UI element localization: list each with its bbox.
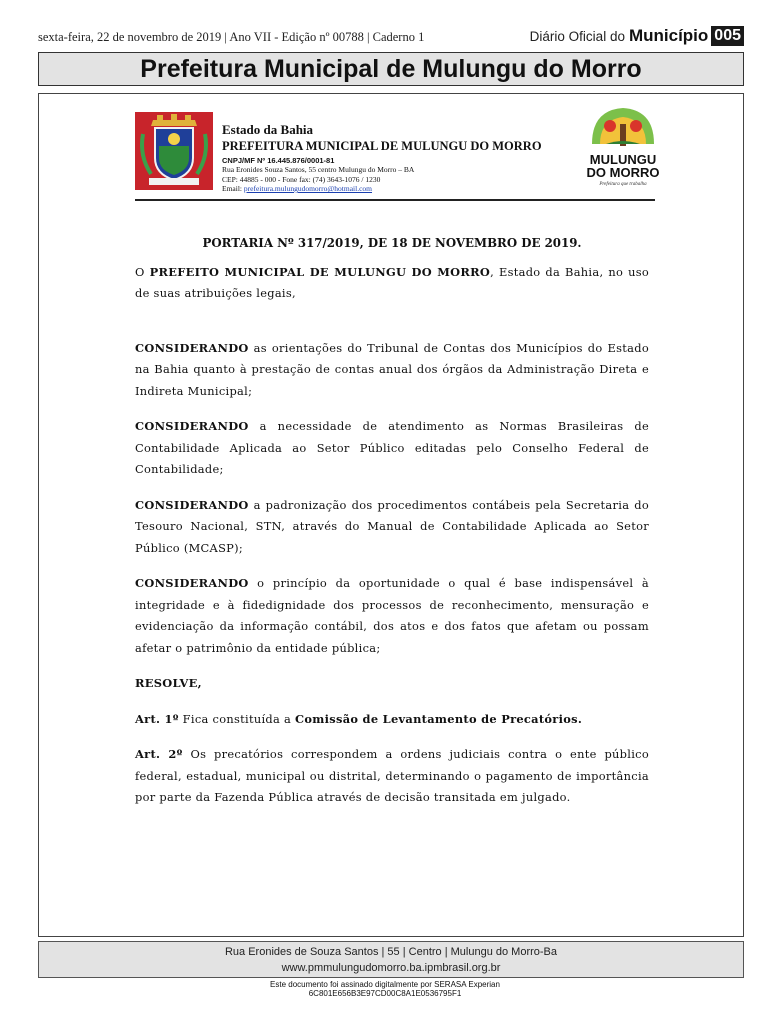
considerando-label: CONSIDERANDO: [135, 419, 249, 433]
considerando-label: CONSIDERANDO: [135, 576, 249, 590]
logo-name-line1: MULUNGU: [589, 152, 657, 167]
letterhead-divider: [135, 199, 655, 201]
considerando-paragraph: CONSIDERANDO as orientações do Tribunal de Contas dos Municípios do Estado na Bahia quanto à prestação de contas anual dos órgãos da Administração Direta e Indireta Municipal;: [135, 340, 649, 398]
resolve-heading: RESOLVE,: [135, 676, 202, 690]
signature-hash: 6C801E656B3E97CD00C8A1E0536795F1: [308, 989, 462, 998]
page-title: Prefeitura Municipal de Mulungu do Morro: [140, 54, 642, 83]
email-link[interactable]: prefeitura.mulungudomorro@hotmail.com: [243, 184, 373, 193]
diario-label: Diário Oficial do: [529, 28, 625, 44]
considerando-paragraph: CONSIDERANDO o princípio da oportunidade o qual é base indispensável à integridade e à fidedignidade dos processos de reconhecimento, mensuração e evidenciação da informação contábil, dos atos e dos fatos que afetam ou possam afetar o patrimônio da entidade pública;: [135, 576, 649, 655]
mulungu-logo-icon: [584, 104, 662, 190]
article-1-label: Art. 1º: [135, 711, 179, 726]
considerando-paragraph: CONSIDERANDO a necessidade de atendimento as Normas Brasileiras de Contabilidade Aplicada ao Setor Público editadas pelo Conselho Federal de Contabilidade;: [135, 419, 649, 476]
address-line: Rua Eronides Souza Santos, 55 centro Mulungu do Morro – BA: [222, 165, 415, 174]
estado-label: Estado da Bahia: [222, 122, 314, 137]
logo-name-line2: DO MORRO: [586, 165, 660, 180]
digital-signature-note: [0, 980, 770, 998]
cnpj-label: CNPJ/MF Nº 16.445.876/0001-81: [222, 156, 335, 165]
diario-brand: [530, 26, 744, 46]
considerando-label: CONSIDERANDO: [135, 340, 249, 355]
coat-of-arms-icon: [135, 112, 213, 190]
intro-paragraph: O PREFEITO MUNICIPAL DE MULUNGU DO MORRO, Estado da Bahia, no uso de suas atribuições legais,: [135, 264, 650, 300]
prefeitura-label: PREFEITURA MUNICIPAL DE MULUNGU DO MORRO: [222, 139, 542, 153]
footer-website[interactable]: www.pmmulungudomorro.ba.ipmbrasil.org.br: [281, 962, 501, 974]
footer-address: Rua Eronides de Souza Santos | 55 | Centro | Mulungu do Morro-Ba: [224, 946, 558, 958]
title-banner: [38, 52, 744, 86]
cep-phone-line: CEP: 44885 - 000 - Fone fax: (74) 3643-1076 / 1230: [222, 174, 381, 184]
letterhead: [222, 122, 592, 194]
article-2: Art. 2º Os precatórios correspondem a ordens judiciais contra o ente público federal, estadual, municipal ou distrital, determinando o pagamento de importância por parte da Fazenda Pública através de decisão transitada em julgado.: [135, 747, 649, 804]
logo-tagline: Prefeitura que trabalha: [599, 182, 647, 187]
page-number: 005: [711, 26, 744, 46]
edition-info: sexta-feira, 22 de novembro de 2019 | Ano VII - Edição nº 00788 | Caderno 1: [38, 30, 425, 44]
article-1: Art. 1º Fica constituída a Comissão de Levantamento de Precatórios.: [135, 711, 583, 726]
article-1-bold: Comissão de Levantamento de Precatórios.: [295, 711, 583, 726]
municipio-label: Município: [628, 26, 709, 45]
edition-header: [38, 26, 744, 48]
email-label: Email:: [222, 184, 244, 193]
intro-bold: PREFEITO MUNICIPAL DE MULUNGU DO MORRO: [149, 264, 491, 279]
considerando-paragraph: CONSIDERANDO a padronização dos procedimentos contábeis pela Secretaria do Tesouro Nacional, STN, através do Manual de Contabilidade Aplicada ao Setor Público (MCASP);: [135, 497, 649, 555]
document-title: PORTARIA Nº 317/2019, DE 18 DE NOVEMBRO DE 2019.: [202, 236, 582, 250]
article-2-label: Art. 2º: [135, 747, 183, 761]
portaria-document: [135, 233, 649, 809]
signature-line: Este documento foi assinado digitalmente por SERASA Experian: [270, 980, 500, 989]
considerando-label: CONSIDERANDO: [135, 497, 249, 512]
email-line: [222, 184, 592, 194]
page-footer: [38, 941, 744, 978]
